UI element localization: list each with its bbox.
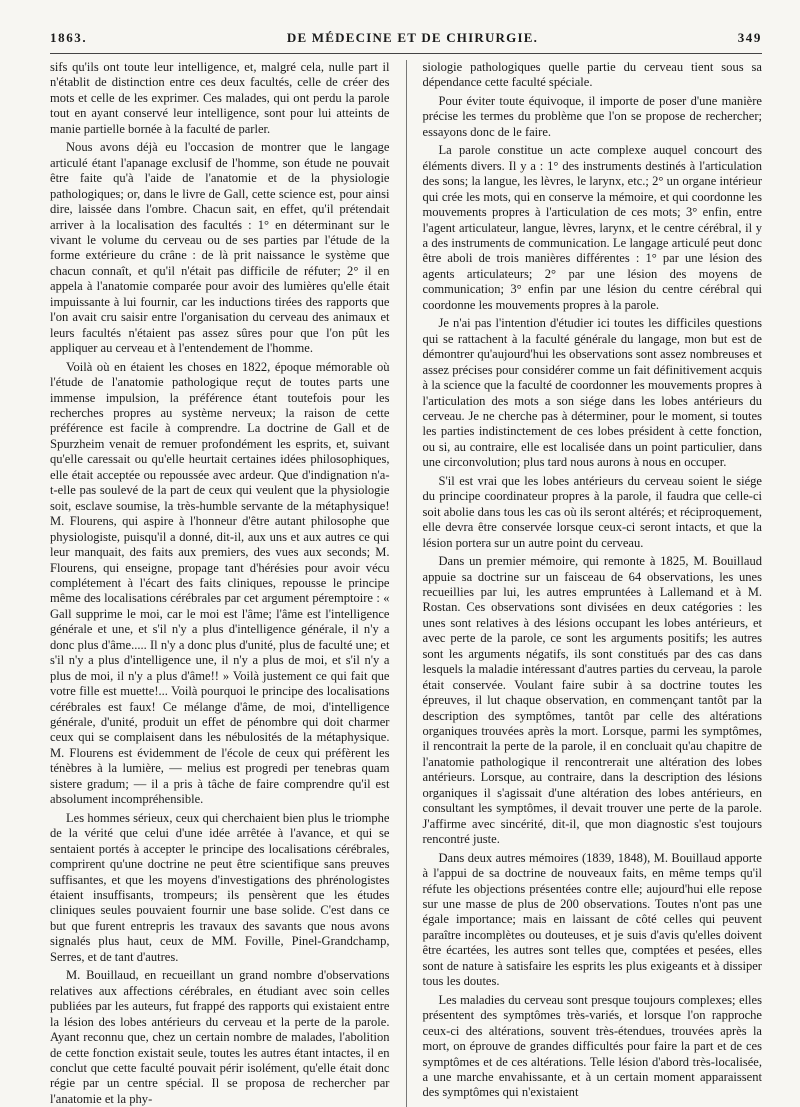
- header-title: DE MÉDECINE ET DE CHIRURGIE.: [286, 30, 539, 45]
- running-header: [50, 30, 762, 54]
- paragraph: Pour éviter toute équivoque, il importe de poser d'une manière précise les termes du problème que l'on se propose de rechercher; essayons donc de le faire.: [422, 93, 762, 139]
- paragraph: La parole constitue un acte complexe auquel concourt des éléments divers. Il y a : 1° des instruments destinés à l'articulation des sons; la langue, les lèvres, le larynx, etc.; 2° un organe intérieur qui crée les mots, qui en conserve la mémoire, et qui coordonne les mouvements propres à l'articulation de ces mots; 3° enfin, entre l'agent articulateur, langue, lèvres, larynx, et le centre cérébral, il y a des instruments de communication. Le langage articulé peut donc être aboli de trois manières différentes : 1° par une lésion des agents articulateurs; 2° par une lésion des moyens de communication; 3° enfin par une lésion du centre cérébral qui coordonne les mouvements propres à la parole.: [422, 143, 762, 312]
- paragraph: Je n'ai pas l'intention d'étudier ici toutes les difficiles questions qui se rattachent à la faculté générale du langage, mon but est de démontrer qu'aujourd'hui les observations sont assez nombreuses et assez précises pour considérer comme un fait définitivement acquis à la science que la faculté de coordonner les mouvements propres à l'articulation des mots a son siége dans les lobes antérieurs du cerveau. Je ne cherche pas à déterminer, pour le moment, si toutes les parties indistinctement de ces lobes président à cette fonction, ou si, au contraire, elle est localisée dans un point particulier, dans une circonvolution; plus tard nous aurons à nous en occuper.: [422, 316, 762, 470]
- text-columns: [50, 60, 762, 1107]
- header-year: 1863.: [50, 30, 88, 45]
- paragraph: Les maladies du cerveau sont presque toujours complexes; elles présentent des symptômes très-variés, et lorsque l'on rapproche ceux-ci des altérations, souvent très-étendues, trouvées après la mort, on éprouve de grandes difficultés pour faire la part et de ces symptômes et de ces altérations. Telle lésion d'abord très-localisée, a une marche envahissante, et à un certain moment apparaissent des symptômes qui n'existaient: [422, 992, 762, 1100]
- column-divider: [406, 60, 407, 1107]
- paragraph: Voilà où en étaient les choses en 1822, époque mémorable où l'étude de l'anatomie pathologique reçut de toutes parts une immense impulsion, la préférence étant toutefois pour les recherches propres au système nerveux; la raison de cette préférence est facile à comprendre. La doctrine de Gall et de Spurzheim venait de remuer profondément les esprits, et, suivant qu'elle caressait ou qu'elle heurtait certaines idées philosophiques, elle était acceptée ou repoussée avec ardeur. Que d'indignation n'a-t-elle pas soulevé de la part de ceux qui veulent que la physiologie soit, esclave soumise, la très-humble servante de la métaphysique! M. Flourens, qui aspire à l'honneur d'être autant philosophe que physiologiste, puisqu'il a donné, dit-il, aux uns et aux autres ce qui leur manquait, des faits aux premiers, des vues aux seconds; M. Flourens, qui enseigne, propage tant d'hérésies pour avoir vécu complétement à l'écart des faits cliniques, repousse le principe même des localisations cérébrales par cet argument péremptoire : « Gall supprime le moi, car le moi est l'âme; l'âme est l'intelligence générale et une, et s'il n'y a plus d'intelligence générale, il n'y a donc plus d'âme..... Il n'y a donc plus d'unité, plus de faculté une; et s'il n'y a plus d'intelligence une, il n'y a plus de moi, et s'il n'y a plus de moi, il n'y a plus d'âme!! » Voilà justement ce qui fait que votre fille est muette!... Voilà pourquoi le principe des localisations cérébrales est faux! Ce mélange d'âme, de moi, d'intelligence générale, d'unité, produit un effet de pénombre qui doit charmer ceux qui se complaisent dans les nébulosités de la métaphysique. M. Flourens est évidemment de l'école de ceux qui préfèrent les ténèbres à la lumière, — melius est progredi per tenebras quam sistere gradum; — il a pris à tâche de faire comprendre qu'il est absolument incompréhensible.: [50, 359, 390, 807]
- paragraph: Les hommes sérieux, ceux qui cherchaient bien plus le triomphe de la vérité que celui d'une idée arrêtée à l'avance, et qui se sentaient portés à accepter le principe des localisations cérébrales, comprirent qu'une doctrine ne peut être scientifique sans preuves suffisantes, et que les moyens d'investigations des phrénologistes étaient insuffisants, trompeurs; ils pensèrent que les études cliniques seules pouvaient fournir une base solide. C'est dans ce but que furent entrepris les travaux des savants que nous avons signalés plus haut, ceux de MM. Foville, Pinel-Grandchamp, Serres, et de tant d'autres.: [50, 810, 390, 964]
- paragraph: Dans deux autres mémoires (1839, 1848), M. Bouillaud apporte à l'appui de sa doctrine de nouveaux faits, en même temps qu'il réfute les objections présentées contre elle; aujourd'hui elle repose sur une masse de plus de 200 observations. Toutes n'ont pas une égale importance; mais en laissant de côté celles qui peuvent paraître incomplètes ou douteuses, et je suis d'avis qu'elles doivent être écartées, les autres sont telles que, comptées et pesées, elles sont de nature à satisfaire les esprits les plus exigeants et à dissiper tous les doutes.: [422, 850, 762, 989]
- page-number: 349: [737, 30, 762, 45]
- paragraph: M. Bouillaud, en recueillant un grand nombre d'observations relatives aux affections cérébrales, en étudiant avec soin celles publiées par les auteurs, fut frappé des rapports qui existaient entre la lésion des lobes antérieurs du cerveau et la perte de la parole. Ayant reconnu que, chez un certain nombre de malades, l'abolition de cette fonction existait seule, toutes les autres étant intactes, il en conclut que cette faculté pouvait périr isolément, qu'elle était donc régie par un centre spécial. Il se proposa de rechercher par l'anatomie et la phy-: [50, 968, 390, 1106]
- paragraph: Dans un premier mémoire, qui remonte à 1825, M. Bouillaud appuie sa doctrine sur un faisceau de 64 observations, les unes recueillies par lui, les autres empruntées à Lallemand et à M. Rostan. Ces observations sont divisées en deux catégories : les unes sont relatives à des lésions occupant les lobes antérieurs, et avec perte de la parole, ce sont les arguments positifs; les autres sont les arguments négatifs, ils sont constitués par des cas dans lesquels la maladie intéressant d'autres parties du cerveau, la parole était conservée. Voulant faire subir à sa doctrine toutes les épreuves, il lut chaque observation, en commençant tantôt par la description des symptômes, tantôt par celle des altérations organiques trouvées après la mort. Lorsque, parmi les symptômes, il rencontrait la perte de la parole, il en concluait qu'au chapitre de l'anatomie pathologique il rencontrerait une altération des lobes antérieurs. Lorsque, au contraire, dans la description des lésions organiques il s'agissait d'une altération des lobes antérieurs, en consultant les symptômes, il devait trouver une perte de la parole. J'affirme avec sincérité, dit-il, que mon diagnostic s'est toujours rencontré juste.: [422, 554, 762, 847]
- paragraph: sifs qu'ils ont toute leur intelligence, et, malgré cela, nulle part il n'établit de distinction entre ces deux facultés, celle de créer des mots et celle de les exprimer. Ces malades, qui ont perdu la parole tout en ayant conservé leur intelligence, sont pour lui atteints de manie partielle bornée à la faculté de parler.: [50, 60, 390, 136]
- paragraph: S'il est vrai que les lobes antérieurs du cerveau soient le siége du principe coordinateur propres à la parole, il faudra que celle-ci soit abolie dans tous les cas où ils seront altérés; et réciproquement, elle devra être conservée lorsque ceux-ci seront intacts, et que la lésion portera sur un autre point du cerveau.: [422, 473, 762, 550]
- left-column: [50, 60, 390, 1107]
- paragraph: Nous avons déjà eu l'occasion de montrer que le langage articulé étant l'apanage exclusif de l'homme, son étude ne pouvait être faite qu'à l'aide de l'anatomie et de la physiologie pathologiques; or, dans le livre de Gall, cette science est, pour ainsi dire, laissée dans l'ombre. Chacun sait, en effet, qu'il prétendait arriver à la localisation des facultés : 1° en déterminant sur le vivant le volume du cerveau ou de ses parties par l'étude de la forme extérieure du crâne : de là prit naissance le système que chacun connaît, et qu'il n'était pas difficile de réfuter; 2° il en appela à l'anatomie comparée pour avoir des lumières qu'elle était impuissante à lui fournir, car les inductions tirées des rapports que l'on avait cru saisir entre l'organisation du cerveau des animaux et leurs facultés n'étaient pas assez sûres pour que l'on pût les appliquer au cerveau et à l'entendement de l'homme.: [50, 140, 390, 356]
- right-column: [423, 60, 763, 1107]
- paragraph: siologie pathologiques quelle partie du cerveau tient sous sa dépendance cette faculté spéciale.: [422, 60, 762, 90]
